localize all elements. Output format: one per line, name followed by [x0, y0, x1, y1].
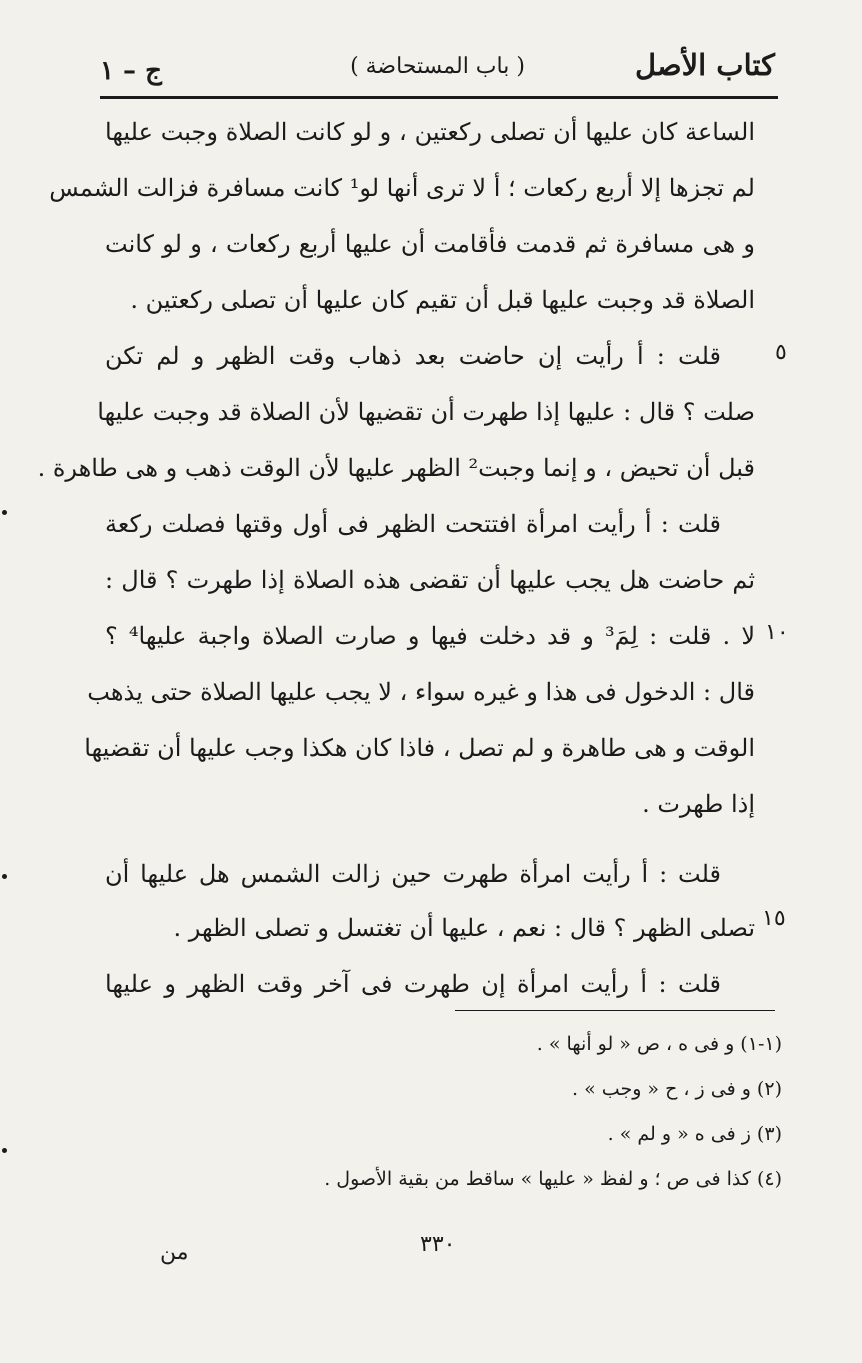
line-number: ٥	[775, 340, 787, 365]
footnote: (١-١) و فى ه ، ص « لو أنها » .	[536, 1033, 782, 1055]
line-number: ١٥	[762, 906, 786, 931]
text-line: قال : الدخول فى هذا و غيره سواء ، لا يجب عليها الصلاة حتى يذهب	[87, 678, 755, 706]
text-line: لم تجزها إلا أربع ركعات ؛ أ لا ترى أنها لو¹ كانت مسافرة فزالت الشمس	[49, 174, 755, 202]
text-line: إذا طهرت .	[642, 790, 755, 818]
text-line: صلت ؟ قال : عليها إذا طهرت أن تقضيها لأن الصلاة قد وجبت عليها	[97, 398, 755, 426]
text-line: ثم حاضت هل يجب عليها أن تقضى هذه الصلاة إذا طهرت ؟ قال :	[105, 566, 755, 594]
text-line: لا . قلت : لِمَ³ و قد دخلت فيها و صارت الصلاة واجبة عليها⁴ ؟	[105, 622, 756, 650]
margin-speck	[2, 874, 7, 879]
text-line: تصلى الظهر ؟ قال : نعم ، عليها أن تغتسل و تصلى الظهر .	[173, 914, 755, 942]
text-line: الساعة كان عليها أن تصلى ركعتين ، و لو كانت الصلاة وجبت عليها	[105, 118, 755, 146]
margin-speck	[2, 510, 7, 515]
text-line: قلت : أ رأيت إن حاضت بعد ذهاب وقت الظهر و لم تكن	[105, 342, 721, 370]
running-header	[100, 38, 775, 88]
footnote-rule	[455, 1010, 775, 1011]
text-line: و هى مسافرة ثم قدمت فأقامت أن عليها أربع ركعات ، و لو كانت	[105, 230, 755, 258]
text-line: الوقت و هى طاهرة و لم تصل ، فاذا كان هكذا وجب عليها أن تقضيها	[84, 734, 755, 762]
chapter-title: ( باب المستحاضة )	[350, 54, 525, 79]
text-line: قبل أن تحيض ، و إنما وجبت² الظهر عليها لأن الوقت ذهب و هى طاهرة .	[37, 454, 755, 482]
line-number: ١٠	[765, 620, 789, 645]
catchword: من	[160, 1240, 189, 1265]
book-title: كتاب الأصل	[635, 48, 775, 82]
header-rule	[100, 96, 778, 99]
text-line: قلت : أ رأيت امرأة طهرت حين زالت الشمس هل عليها أن	[105, 860, 721, 888]
volume-number: ج – ١	[100, 56, 162, 86]
margin-speck	[2, 1148, 7, 1153]
text-line: قلت : أ رأيت امرأة إن طهرت فى آخر وقت الظهر و عليها	[105, 970, 721, 998]
text-line: قلت : أ رأيت امرأة افتتحت الظهر فى أول وقتها فصلت ركعة	[105, 510, 721, 538]
text-line: الصلاة قد وجبت عليها قبل أن تقيم كان عليها أن تصلى ركعتين .	[130, 286, 755, 314]
footnote: (٢) و فى ز ، ح « وجب » .	[572, 1078, 782, 1100]
footnote: (٤) كذا فى ص ؛ و لفظ « عليها » ساقط من بقية الأصول .	[324, 1168, 782, 1190]
footnotes	[182, 1022, 782, 1202]
page-number: ٣٣٠	[420, 1232, 456, 1257]
footnote: (٣) ز فى ه « و لم » .	[607, 1123, 782, 1145]
